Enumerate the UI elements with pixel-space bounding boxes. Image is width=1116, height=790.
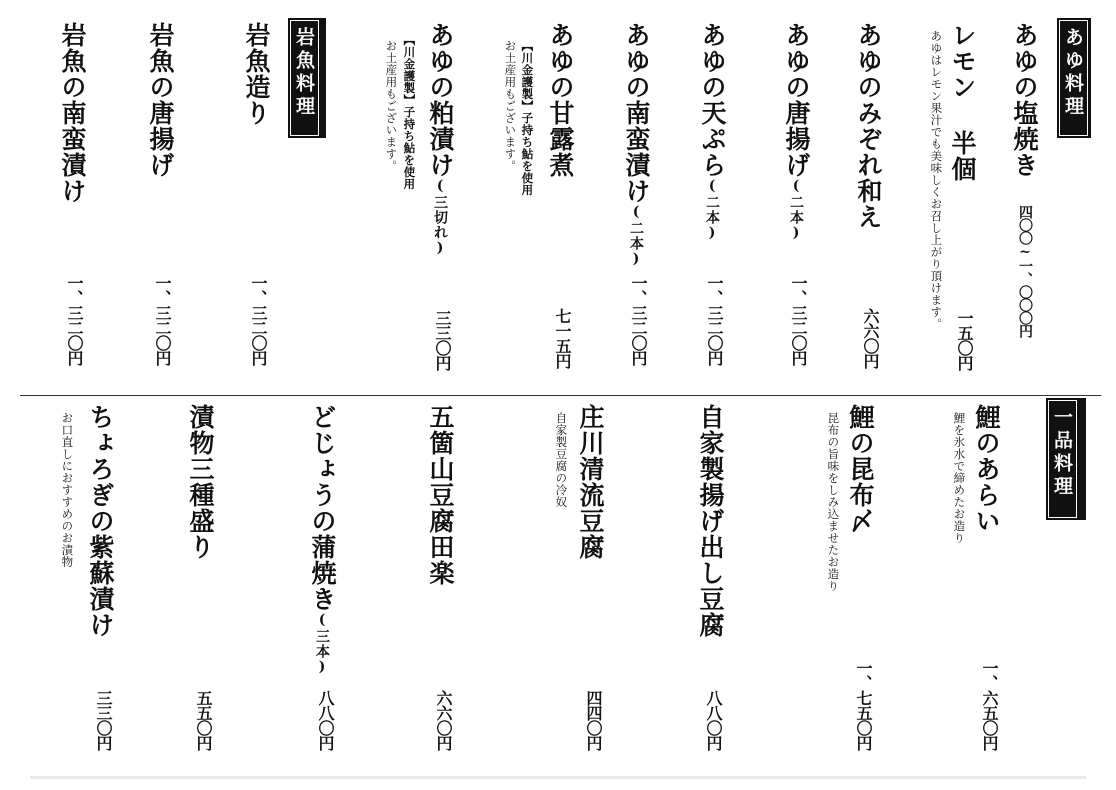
menu-item-price: 一、三二〇円 — [65, 275, 84, 365]
menu-item-name-text: あゆの南蛮漬け — [622, 22, 651, 204]
menu-item-name-text: あゆの天ぷら — [698, 22, 727, 178]
section-badge-iwana — [288, 18, 326, 138]
menu-item-name: 鯉のあらい — [972, 404, 1001, 534]
menu-item-price: 一、三二〇円 — [629, 275, 648, 365]
page-bottom-edge — [30, 776, 1086, 779]
section-divider — [20, 395, 1101, 396]
menu-item-name: ちょろぎの紫蘇漬け — [86, 404, 115, 638]
menu-item-price: 四四〇円 — [584, 690, 603, 750]
menu-item-name — [310, 404, 335, 676]
menu-item-name: 岩魚の唐揚げ — [146, 22, 175, 178]
section-title-iwana-text: 岩魚料理 — [293, 27, 315, 119]
menu-item-name: 漬物三種盛り — [186, 404, 215, 560]
menu-item-price: 八八〇円 — [704, 690, 723, 750]
menu-item-price: 六六〇円 — [434, 690, 453, 750]
menu-item-name: 五箇山豆腐田楽 — [426, 404, 455, 586]
section-title-ayu: あゆ料理 — [1059, 20, 1088, 136]
menu-item-name-text: どじょうの蒲焼き — [308, 404, 337, 612]
menu-item-note: お土産用もございます。 — [503, 40, 518, 172]
menu-item-price: 三三〇円 — [433, 310, 452, 370]
menu-item-name: 庄川清流豆腐 — [576, 404, 605, 560]
menu-item-note: 昆布の旨味をしみ込ませたお造り — [826, 412, 841, 592]
menu-item-qty: (二本) — [788, 178, 804, 242]
menu-item-name — [624, 22, 649, 268]
menu-item-note: 自家製豆腐の冷奴 — [554, 412, 569, 508]
menu-item-name: 岩魚の南蛮漬け — [58, 22, 87, 204]
menu-item-price: 一五〇円 — [955, 310, 974, 370]
menu-item-price: 七一五円 — [553, 308, 572, 368]
menu-item-price: 一、三二〇円 — [153, 275, 172, 365]
menu-item-note: 【川金護製】子持ち鮎を使用 — [520, 40, 535, 196]
menu-item-name: あゆの甘露煮 — [546, 22, 575, 178]
menu-item-note: あゆはレモン果汁でも美味しくお召し上がり頂けます。 — [929, 30, 944, 330]
menu-item-price: 四〇〇~一、〇〇〇円 — [1017, 205, 1033, 337]
menu-item-qty: (二本) — [704, 178, 720, 242]
menu-item-price: 六六〇円 — [861, 308, 880, 368]
menu-item-name-text: あゆの粕漬け — [426, 22, 455, 178]
menu-item-qty: (三切れ) — [432, 178, 448, 257]
menu-item-qty: (三本) — [314, 612, 330, 676]
menu-item-name: レモン 半個 — [948, 22, 977, 182]
menu-item-note: お土産用もございます。 — [384, 40, 399, 172]
menu-item-name — [700, 22, 725, 242]
menu-item-note: 鯉を氷水で締めたお造り — [952, 412, 967, 544]
menu-item-qty: (二本) — [628, 204, 644, 268]
section-title-ippin: 一品料理 — [1048, 400, 1077, 518]
menu-item-price: 五五〇円 — [194, 690, 213, 750]
menu-item-price: 一、七五〇円 — [854, 660, 873, 750]
menu-item-name: 岩魚造り — [242, 22, 271, 126]
menu-item-price: 八八〇円 — [316, 690, 335, 750]
menu-item-note: お口直しにおすすめのお漬物 — [60, 412, 75, 568]
menu-item-name-text: あゆの唐揚げ — [782, 22, 811, 178]
menu-item-note: 【川金護製】子持ち鮎を使用 — [402, 34, 417, 190]
menu-item-name: 自家製揚げ出し豆腐 — [696, 404, 725, 638]
menu-item-price: 一、三二〇円 — [249, 275, 268, 365]
menu-item-name — [428, 22, 453, 257]
menu-item-price: 一、六五〇円 — [980, 660, 999, 750]
section-badge-ippin — [1046, 398, 1086, 520]
menu-item-name: 鯉の昆布〆 — [846, 404, 875, 534]
menu-item-name: あゆの塩焼き — [1010, 22, 1039, 178]
menu-item-price: 一、三二〇円 — [705, 275, 724, 365]
section-badge-ayu — [1057, 18, 1091, 138]
menu-item-name — [784, 22, 809, 242]
menu-item-price: 三三〇円 — [94, 690, 113, 750]
menu-item-name: あゆのみぞれ和え — [854, 22, 883, 230]
section-title-iwana — [290, 20, 319, 136]
menu-item-price: 一、三二〇円 — [789, 275, 808, 365]
